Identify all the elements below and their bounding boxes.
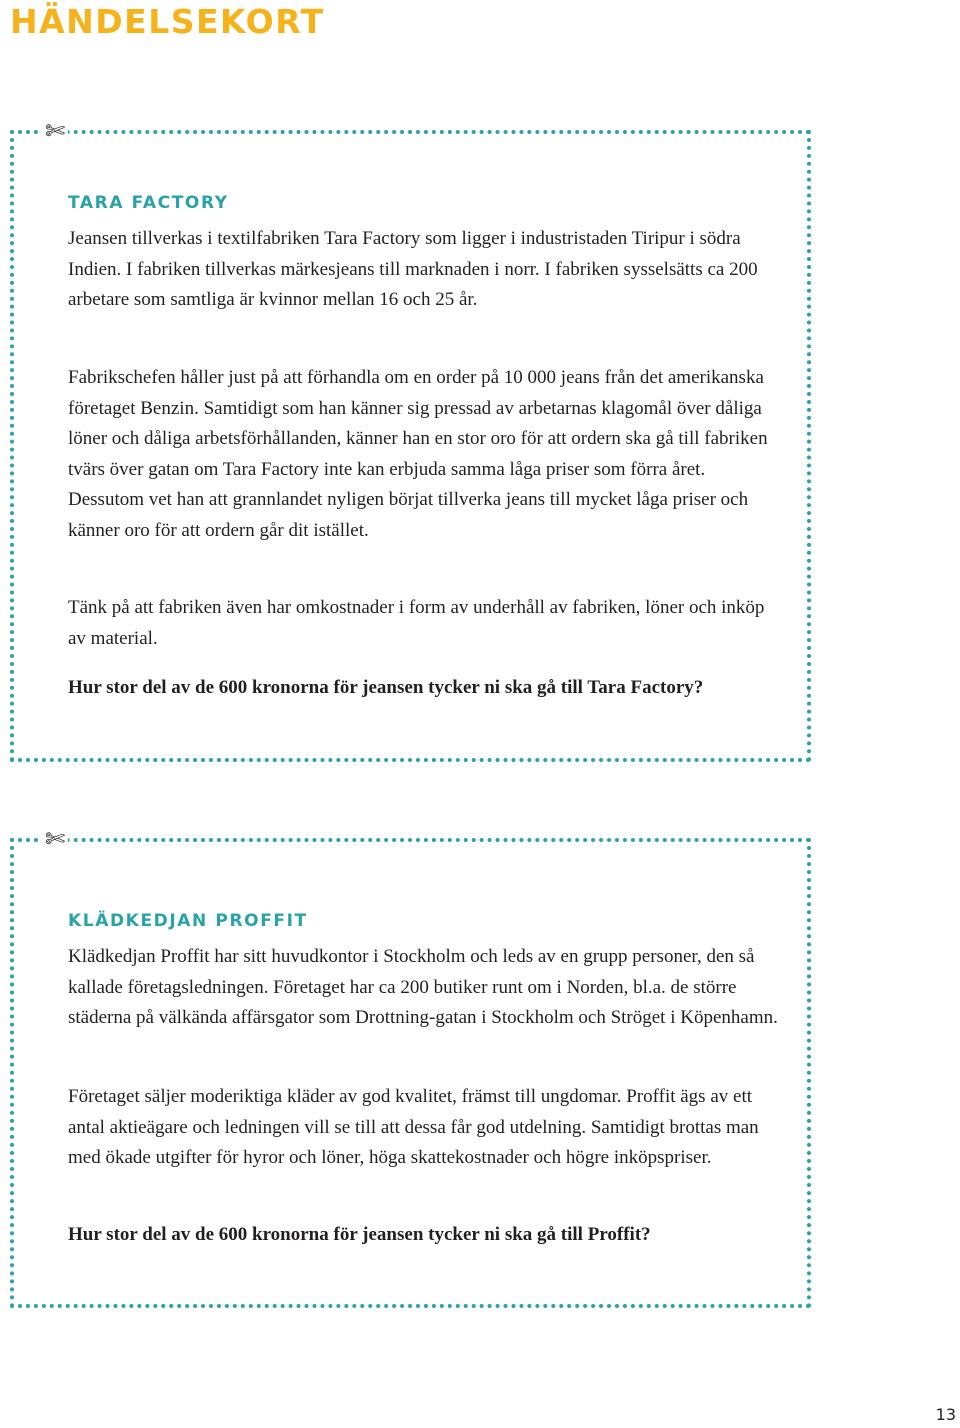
card-paragraph: Klädkedjan Proffit har sitt huvudkontor i Stockholm och leds av en grupp personer, den så kallade företagsledningen. Företaget har ca 200 butiker runt om i Norden, bl.a. de större städerna på välkända affärsgator som Drottning-gatan i Stockholm och Ströget i Köpenhamn. — [68, 946, 778, 1028]
card-question: Hur stor del av de 600 kronorna för jeansen tycker ni ska gå till Proffit? — [68, 1224, 651, 1245]
scissors-icon: ✄ — [42, 117, 68, 145]
card-heading: TARA FACTORY — [68, 193, 229, 213]
card-paragraph: Fabrikschefen håller just på att förhandla om en order på 10 000 jeans från det amerikanska företaget Benzin. Samtidigt som han känner sig pressad av arbetarnas klagomål över dåliga löner och dåliga arbetsförhållanden, känner han en stor oro för att ordern ska gå till fabriken tvärs över gatan om Tara Factory inte kan erbjuda samma låga priser som förra året. Dessutom vet han att grannlandet nyligen börjat tillverka jeans till mycket låga priser och känner oro för att ordern går dit istället. — [68, 367, 768, 541]
page-number: 13 — [935, 1405, 956, 1424]
page-title: HÄNDELSEKORT — [10, 2, 325, 41]
card-paragraph: Jeansen tillverkas i textilfabriken Tara Factory som ligger i industristaden Tiripur i södra Indien. I fabriken tillverkas märkesjeans till marknaden i norr. I fabriken sysselsätts ca 200 arbetare som samtliga är kvinnor mellan 16 och 25 år. — [68, 228, 758, 310]
card-paragraph: Företaget säljer moderiktiga kläder av god kvalitet, främst till ungdomar. Proffit ägs av ett antal aktieägare och ledningen vill se till att dessa får god utdelning. Samtidigt brottas man med ökade utgifter för hyror och löner, höga skattekostnader och högre inköpspriser. — [68, 1086, 759, 1168]
card-heading: KLÄDKEDJAN PROFFIT — [68, 911, 308, 931]
card-question: Hur stor del av de 600 kronorna för jeansen tycker ni ska gå till Tara Factory? — [68, 677, 704, 698]
scissors-icon: ✄ — [42, 825, 68, 853]
card-paragraph: Tänk på att fabriken även har omkostnader i form av underhåll av fabriken, löner och inköp av material. — [68, 597, 765, 649]
event-card-tara-factory — [10, 117, 811, 762]
event-card-proffit — [10, 825, 811, 1308]
